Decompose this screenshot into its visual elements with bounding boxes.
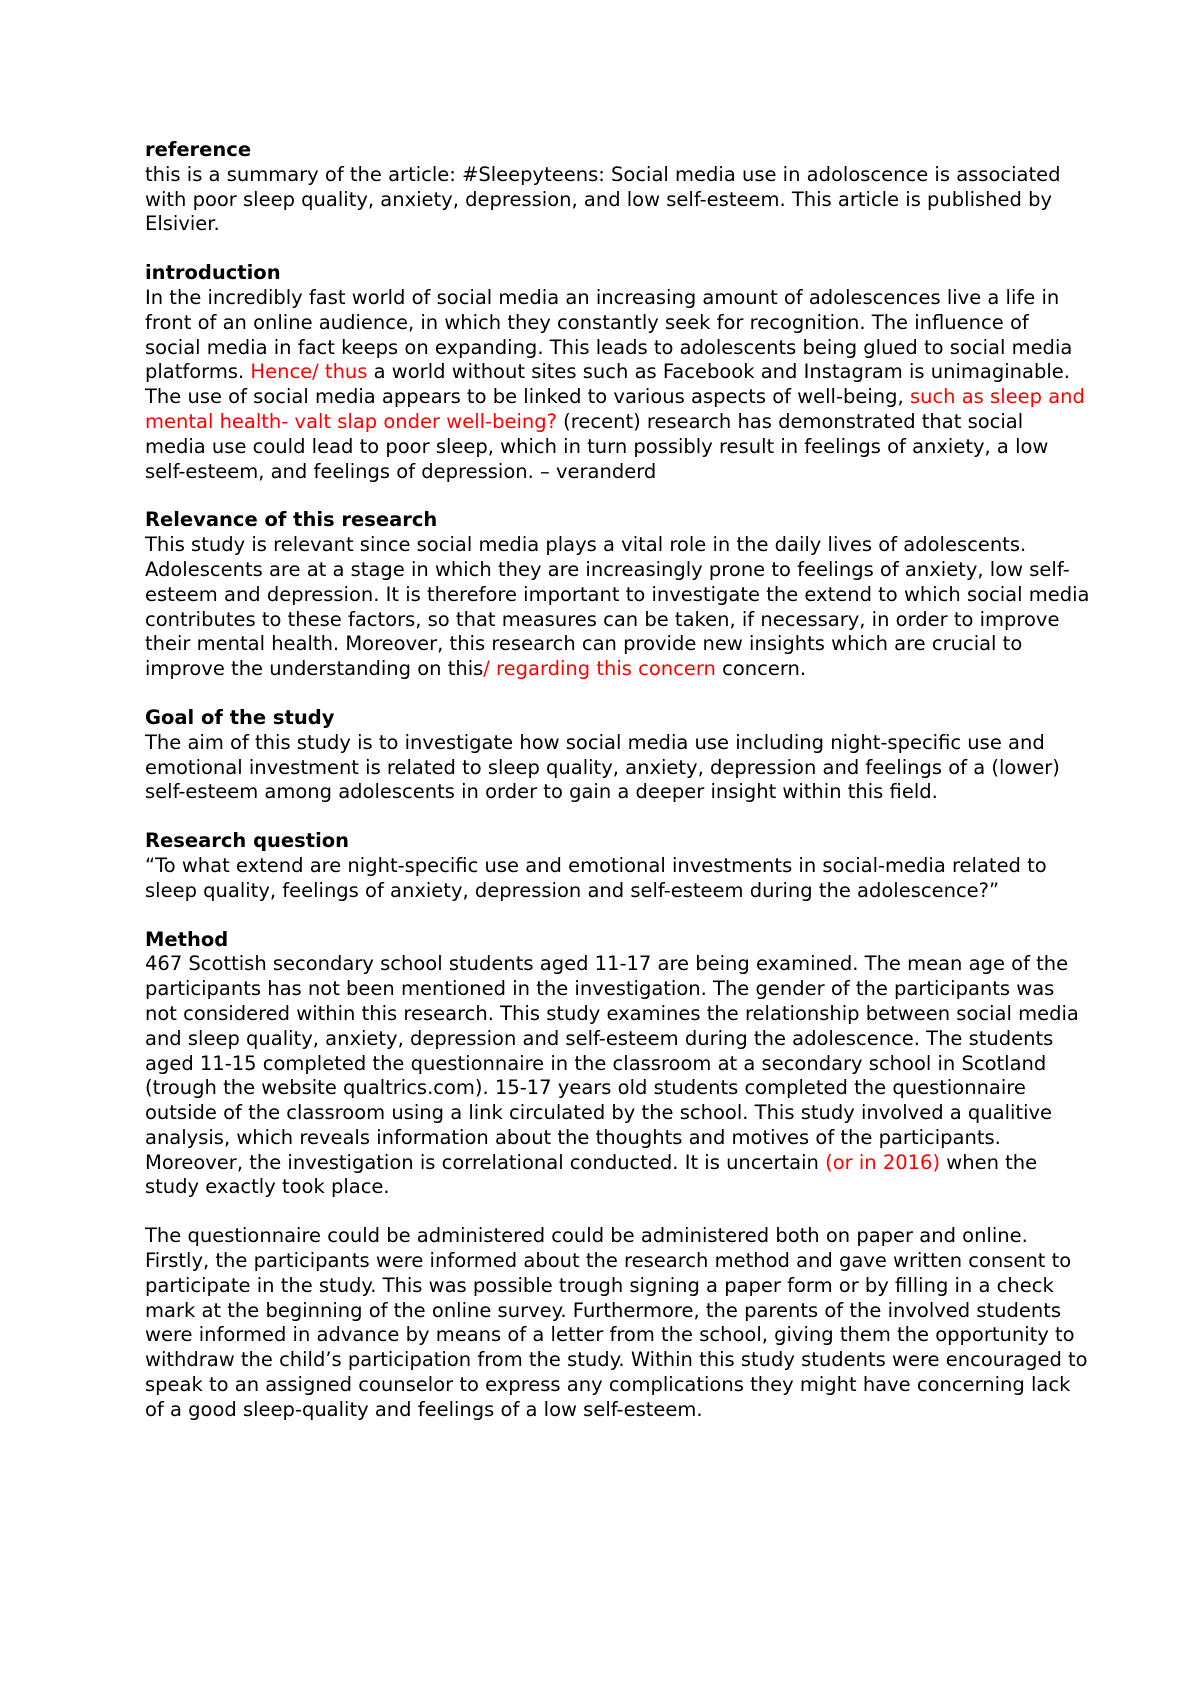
method-text	[145, 952, 1090, 1200]
introduction-section	[145, 261, 1090, 484]
introduction-annotation-2: such as sleep and mental health- valt slap onder well-being?	[145, 385, 1085, 433]
goal-text: The aim of this study is to investigate how social media use including night-specific use and emotional investment is related to sleep quality, anxiety, depression and feelings of a (lower) self-esteem among adolescents in order to gain a deeper insight within this field.	[145, 730, 1060, 804]
introduction-text-part-2: a world without sites such as Facebook and Instagram is unimaginable. The use of social media appears to be linked to various aspects of well-being,	[145, 360, 1070, 409]
relevance-heading: Relevance of this research	[145, 508, 438, 532]
research-question-section	[145, 829, 1090, 903]
method-paragraph-2: The questionnaire could be administered could be administered both on paper and online. Firstly, the participants were informed about the research method and gave written consent to participate in the study. This was possible trough signing a paper form or by filling in a check mark at the beginning of the online survey. Furthermore, the parents of the involved students were informed in advance by means of a letter from the school, giving them the opportunity to withdraw the child’s participation from the study. Within this study students were encouraged to speak to an assigned counselor to express any complications they might have concerning lack of a good sleep-quality and feelings of a low self-esteem.	[145, 1224, 1088, 1421]
introduction-text	[145, 286, 1090, 484]
document-page	[145, 138, 1090, 1447]
introduction-text-part-1: In the incredibly fast world of social media an increasing amount of adolescences live a life in front of an online audience, in which they constantly seek for recognition. The influence of social media in fact keeps on expanding. This leads to adolescents being glued to social media platforms.	[145, 285, 1073, 384]
method-paragraph-2-section	[145, 1224, 1090, 1422]
research-question-heading: Research question	[145, 829, 350, 853]
introduction-text-part-3: (recent) research has demonstrated that social media use could lead to poor sleep, which in turn possibly result in feelings of anxiety, a low self-esteem, and feelings of depression. – veranderd	[145, 409, 1049, 483]
relevance-text-part-2: concern.	[715, 657, 807, 681]
method-annotation: (or in 2016)	[825, 1150, 941, 1174]
reference-heading: reference	[145, 138, 252, 161]
relevance-text-part-1: This study is relevant since social media plays a vital role in the daily lives of adolescents. Adolescents are at a stage in which they are increasingly prone to feelings of anxiety, low self-esteem and depression. It is therefore important to investigate the extend to which social media contributes to these factors, so that measures can be taken, if necessary, in order to improve their mental health. Moreover, this research can provide new insights which are crucial to improve the understanding on this	[145, 533, 1090, 681]
relevance-text	[145, 533, 1090, 682]
research-question-text: “To what extend are night-specific use and emotional investments in social-media related to sleep quality, feelings of anxiety, depression and self-esteem during the adolescence?”	[145, 853, 1047, 902]
method-heading: Method	[145, 927, 229, 951]
goal-heading: Goal of the study	[145, 705, 335, 729]
method-text-part-2: when the study exactly took place.	[145, 1150, 1038, 1199]
relevance-annotation: / regarding this concern	[483, 657, 716, 681]
relevance-section	[145, 508, 1090, 682]
method-text-part-1: 467 Scottish secondary school students aged 11-17 are being examined. The mean age of the participants has not been mentioned in the investigation. The gender of the participants was not considered within this research. This study examines the relationship between social media and sleep quality, anxiety, depression and self-esteem during the adolescence. The students aged 11-15 completed the questionnaire in the classroom at a secondary school in Scotland (trough the website qualtrics.com). 15-17 years old students completed the questionnaire outside of the classroom using a link circulated by the school. This study involved a qualitive analysis, which reveals information about the thoughts and motives of the participants. Moreover, the investigation is correlational conducted. It is uncertain	[145, 952, 1079, 1174]
method-section	[145, 928, 1090, 1201]
reference-text: this is a summary of the article: #Sleepyteens: Social media use in adoloscence is associated with poor sleep quality, anxiety, depression, and low self-esteem. This article is published by Elsivier.	[145, 162, 1061, 236]
reference-section	[145, 138, 1090, 237]
goal-section	[145, 706, 1090, 805]
introduction-heading: introduction	[145, 261, 281, 285]
introduction-annotation-1: Hence/ thus	[250, 360, 368, 384]
